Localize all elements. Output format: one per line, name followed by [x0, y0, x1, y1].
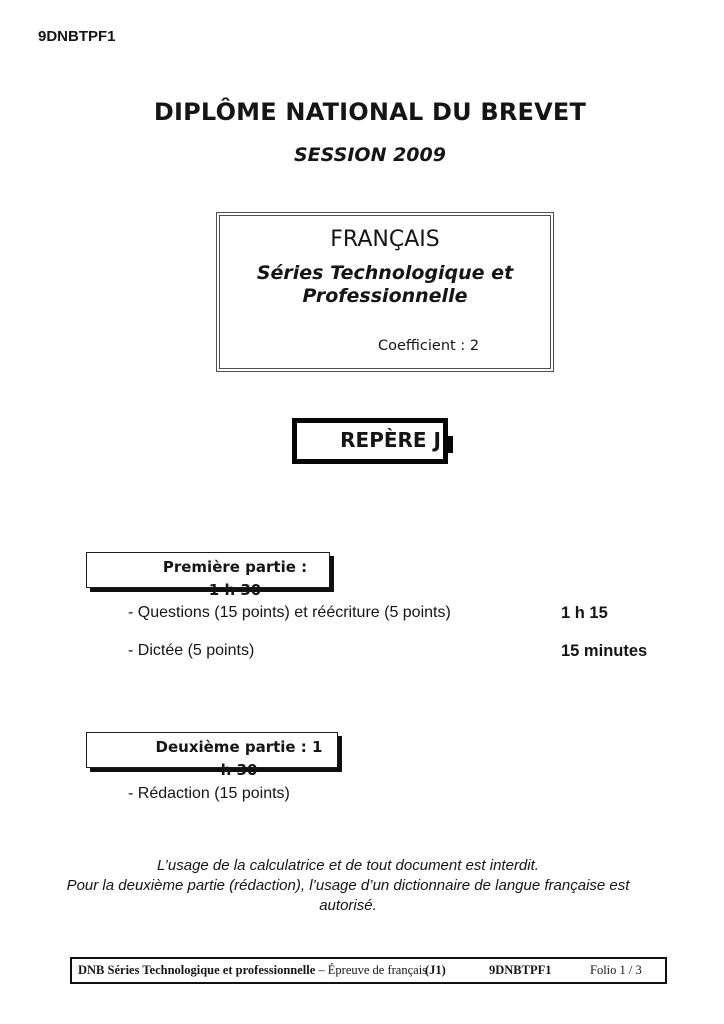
notice-line1: L’usage de la calculatrice et de tout document est interdit. [157, 857, 539, 874]
footer-series-title: DNB Séries Technologique et professionnelle [78, 963, 316, 977]
exam-item-row-redaction [0, 784, 724, 806]
session-subtitle: SESSION 2009 [294, 144, 446, 166]
notice-line2: Pour la deuxième partie (rédaction), l’usage d’un dictionnaire de langue française est [66, 877, 630, 894]
exam-item-row-questions [0, 603, 724, 625]
footer-bar [70, 957, 667, 984]
part1-duration-clipped: 1 h 30 [208, 581, 262, 599]
part2-duration-clipped: h 30 [220, 761, 258, 779]
coefficient-label: Coefficient : 2 [378, 338, 480, 354]
footer-folio: Folio 1 / 3 [590, 963, 642, 977]
subject-series-line1: Séries Technologique et [256, 262, 514, 284]
item-label: - Rédaction (15 points) [128, 785, 290, 802]
usage-notice [0, 856, 696, 916]
page-title: DIPLÔME NATIONAL DU BREVET [153, 98, 587, 126]
subject-series [220, 262, 550, 308]
footer-day-code: (J1) [425, 963, 446, 977]
repere-box [292, 418, 448, 464]
subject-series-line2: Professionnelle [302, 285, 468, 307]
repere-clipped-digit-fragment [448, 436, 453, 453]
item-label: - Questions (15 points) et réécriture (5 points) [128, 604, 451, 621]
subject-title: FRANÇAIS [330, 227, 440, 252]
part1-header-box [86, 552, 330, 599]
item-duration: 1 h 15 [561, 604, 608, 622]
footer-series-group [78, 959, 427, 982]
footer-exam-name: – Épreuve de français [318, 963, 428, 977]
item-label: - Dictée (5 points) [128, 642, 255, 659]
item-duration: 15 minutes [561, 642, 648, 660]
part1-title: Première partie : [162, 558, 308, 576]
footer-subject-code: 9DNBTPF1 [489, 963, 552, 977]
notice-line3: autorisé. [319, 897, 377, 914]
part2-header-box [86, 732, 338, 779]
part2-title: Deuxième partie : 1 [155, 738, 323, 756]
exam-item-row-dictee [0, 641, 724, 663]
header-code: 9DNBTPF1 [38, 28, 116, 45]
subject-box [216, 212, 554, 372]
subject-box-inner-border [219, 215, 551, 369]
repere-label: REPÈRE J [340, 428, 441, 452]
